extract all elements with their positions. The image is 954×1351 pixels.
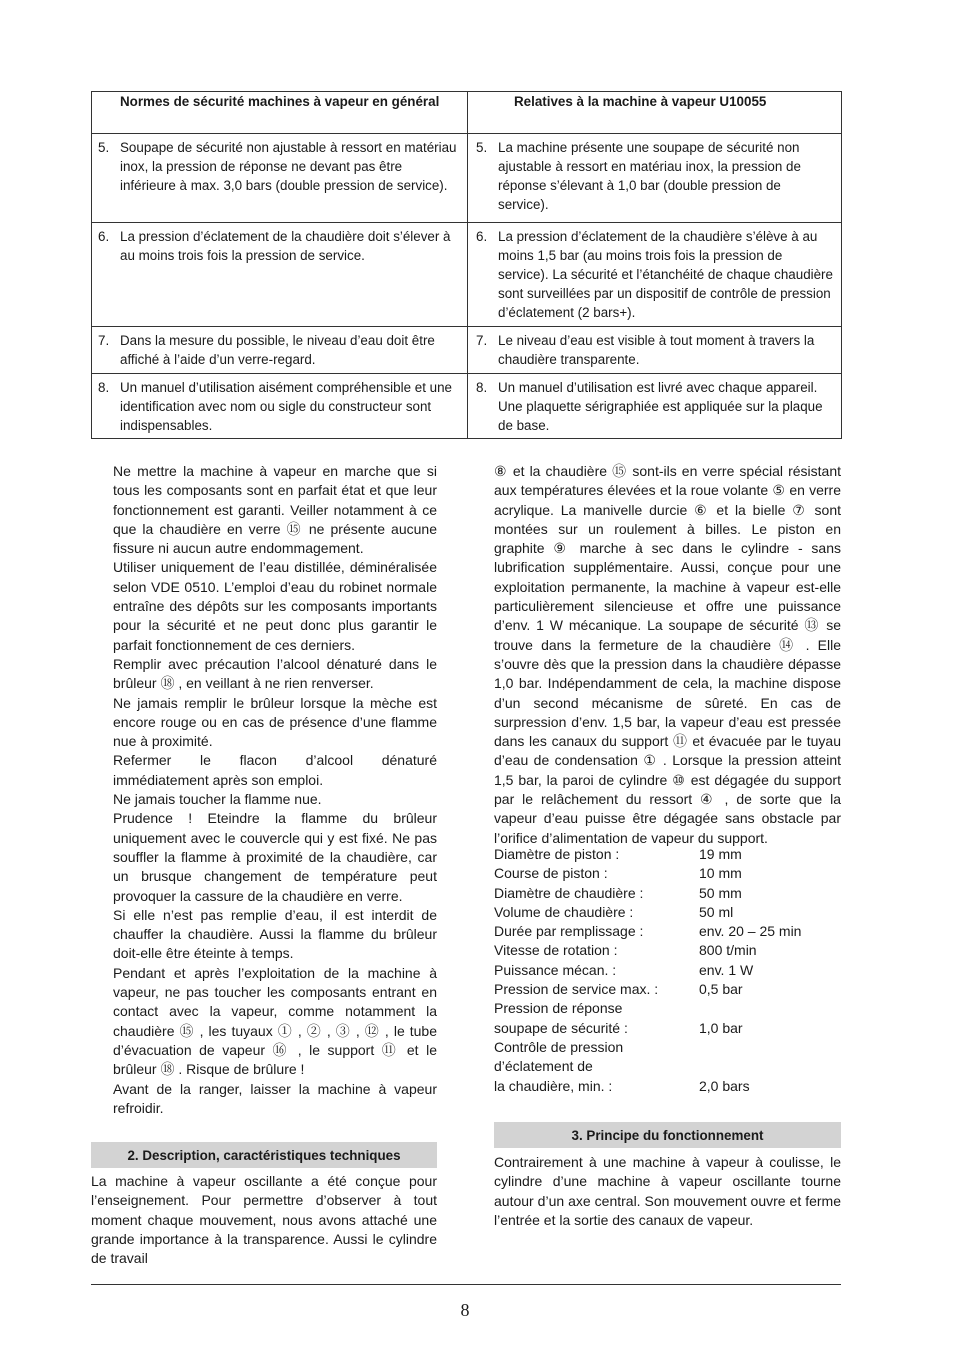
spec-row <box>494 922 841 941</box>
technical-specs <box>494 845 841 1096</box>
instruction-paragraph: Refermer le flacon d’alcool dénaturé immédiatement après son emploi. <box>113 752 437 788</box>
spec-value <box>699 1038 841 1057</box>
spec-label: Contrôle de pression <box>494 1038 624 1055</box>
spec-value: 0,5 bar <box>699 981 743 998</box>
table-cell-u10055 <box>468 223 842 327</box>
spec-value: 50 mm <box>699 884 742 901</box>
item-text: La machine présente une soupape de sécurité non ajustable à ressort en matériau inox, la pression de réponse s’élevant à 1,0 bar (double pression de service). <box>498 140 801 212</box>
spec-label: Volume de chaudière : <box>494 903 634 920</box>
spec-value: 800 t/min <box>699 942 757 959</box>
item-number: 6. <box>476 229 488 244</box>
table-row <box>92 134 842 223</box>
spec-value: 2,0 bars <box>699 1077 750 1094</box>
table-header-u10055: Relatives à la machine à vapeur U10055 <box>468 92 842 134</box>
spec-row <box>494 845 841 864</box>
instruction-paragraph: Si elle n’est pas remplie d’eau, il est interdit de chauffer la chaudière. Aussi la flamme du brûleur doit-elle être éteinte à temps. <box>113 906 437 962</box>
table-cell-general <box>92 134 468 223</box>
spec-label: la chaudière, min. : <box>494 1077 613 1094</box>
spec-value <box>699 1057 841 1076</box>
item-text: La pression d’éclatement de la chaudière doit s’élever à au moins trois fois la pression de service. <box>120 229 451 263</box>
item-number: 7. <box>98 333 110 348</box>
spec-row <box>494 999 841 1018</box>
item-text: Le niveau d’eau est visible à tout moment à travers la chaudière transparente. <box>498 333 815 367</box>
spec-value: 1,0 bar <box>699 1019 743 1036</box>
item-text: Un manuel d’utilisation aisément compréhensible et une identification avec nom ou sigle du constructeur sont indispensables. <box>120 380 452 433</box>
spec-row <box>494 1038 841 1057</box>
item-number: 5. <box>98 140 110 155</box>
table-row <box>92 327 842 374</box>
spec-value: env. 20 – 25 min <box>699 923 802 940</box>
table-header-general: Normes de sécurité machines à vapeur en général <box>92 92 468 134</box>
instruction-paragraph: Utiliser uniquement de l’eau distillée, déminéralisée selon VDE 0510. L’emploi d’eau du robinet normale entraîne des dépôts sur les composants importants pour la sécurité et ne peut donc plus garantir le parfait fonctionnement de ces derniers. <box>113 559 437 653</box>
spec-label: Course de piston : <box>494 865 608 882</box>
item-number: 8. <box>98 380 110 395</box>
table-cell-u10055 <box>468 374 842 439</box>
table-row <box>92 374 842 439</box>
spec-label: Diamètre de piston : <box>494 846 620 862</box>
instruction-paragraph: Ne mettre la machine à vapeur en marche que si tous les composants sont en parfait état et que leur fonctionnement est garanti. Veiller notamment à ce que la chaudière en verre ⑮ ne présente aucune fissure ni aucun autre endommagement. <box>113 463 437 557</box>
section-3-heading: 3. Principe du fonctionnement <box>494 1122 841 1148</box>
spec-row <box>494 961 841 980</box>
item-number: 8. <box>476 380 488 395</box>
spec-label: Puissance mécan. : <box>494 961 617 978</box>
spec-row <box>494 1057 841 1076</box>
spec-value: 10 mm <box>699 865 742 882</box>
safety-norms-table <box>91 91 842 439</box>
table-cell-general <box>92 327 468 374</box>
spec-row <box>494 980 841 999</box>
section-2-heading: 2. Description, caractéristiques techniques <box>91 1142 437 1168</box>
table-row <box>92 223 842 327</box>
table-cell-u10055 <box>468 134 842 223</box>
description-paragraph: ⑧ et la chaudière ⑮ sont-ils en verre spécial résistant aux températures élevées et la roue volante ⑤ en verre acrylique. La manivelle durcie ⑥ et la bielle ⑦ sont montées sur un roulement à billes. Le piston en graphite ⑨ marche à sec dans le cylindre - sans lubrification supplémentaire. Aussi, conçue pour une exploitation permanente, la machine à vapeur est-elle particulièrement silencieuse et offre une puissance d’env. 1 W mécanique. La soupape de sécurité ⑬ se trouve dans la fermeture de la chaudière ⑭ . Elle s’ouvre dès que la pression dans la chaudière dépasse 1,0 bar. Indépendamment de cela, la machine dispose d’un second mécanisme de sûreté. En cas de surpression d’env. 1,5 bar, la vapeur d’eau est pressée dans les canaux du support ⑪ et évacuée par le tuyau d’eau de condensation ① . Lorsque la pression atteint 1,5 bar, la paroi de cylindre ⑩ est dégagée du support par le relâchement du ressort ④ , de sorte que la vapeur d’eau puisse être dégagée sans obstacle par l’orifice d’alimentation de vapeur du support. <box>494 463 841 846</box>
spec-row <box>494 1077 841 1096</box>
table-cell-general <box>92 374 468 439</box>
spec-label: d’éclatement de <box>494 1058 593 1075</box>
spec-label: Vitesse de rotation : <box>494 942 618 959</box>
table-cell-u10055 <box>468 327 842 374</box>
instruction-paragraph: Ne jamais remplir le brûleur lorsque la mèche est encore rouge ou en cas de présence d’une flamme nue à proximité. <box>113 694 437 750</box>
instruction-paragraph: Avant de la ranger, laisser la machine à vapeur refroidir. <box>113 1080 437 1116</box>
spec-value: env. 1 W <box>699 961 754 978</box>
spec-value <box>699 999 841 1018</box>
instruction-paragraph: Remplir avec précaution l’alcool dénaturé dans le brûleur ⑱ , en veillant à ne rien renverser. <box>113 655 437 692</box>
instruction-paragraph: Pendant et après l’exploitation de la machine à vapeur, ne pas toucher les composants entrant en contact avec la vapeur, comme notamment la chaudière ⑮ , les tuyaux ① , ② , ③ , ⑫ , le tube d’évacuation de vapeur ⑯ , le support ⑪ et le brûleur ⑱ . Risque de brûlure ! <box>113 964 437 1078</box>
spec-label: Pression de réponse <box>494 1000 623 1017</box>
spec-label: Durée par remplissage : <box>494 923 644 940</box>
item-number: 7. <box>476 333 488 348</box>
instruction-paragraph: Ne jamais toucher la flamme nue. <box>113 791 322 808</box>
spec-value: 50 ml <box>699 903 734 920</box>
spec-row <box>494 884 841 903</box>
item-text: Soupape de sécurité non ajustable à ressort en matériau inox, la pression de réponse ne devant pas être inférieure à max. 3,0 bars (double pression de service). <box>120 140 457 193</box>
spec-value: 19 mm <box>699 846 742 862</box>
spec-row <box>494 864 841 883</box>
item-number: 6. <box>98 229 110 244</box>
footer-divider <box>91 1284 841 1285</box>
spec-label: soupape de sécurité : <box>494 1019 628 1036</box>
section-2-text: La machine à vapeur oscillante a été conçue pour l’enseignement. Pour permettre d’observer à tout moment chaque mouvement, nous avons attaché une grande importance à la transparence. Aussi le cylindre de travail <box>91 1173 437 1267</box>
spec-label: Diamètre de chaudière : <box>494 884 644 901</box>
item-text: Dans la mesure du possible, le niveau d’eau doit être affiché à l’aide d’un verre-regard. <box>120 333 435 367</box>
spec-label: Pression de service max. : <box>494 981 659 998</box>
table-header-row <box>92 92 842 134</box>
table-cell-general <box>92 223 468 327</box>
item-text: Un manuel d’utilisation est livré avec chaque appareil. Une plaquette sérigraphiée est appliquée sur la plaque de base. <box>498 380 823 433</box>
spec-row <box>494 1019 841 1038</box>
spec-row <box>494 941 841 960</box>
description-column <box>494 462 841 848</box>
page-number: 8 <box>460 1300 470 1320</box>
instruction-paragraph: Prudence ! Eteindre la flamme du brûleur uniquement avec le couvercle qui y est fixé. Ne pas souffler la flamme à proximité de la chaudière, car un brusque changement de température peut provoquer la cassure de la chaudière en verre. <box>113 810 437 904</box>
item-text: La pression d’éclatement de la chaudière s’élève à au moins 1,5 bar (au moins trois fois la pression de service). La sécurité et l’étanchéité de chaque chaudière sont surveillées par un dispositif de contrôle de pression d’éclatement (2 bars+). <box>498 229 833 320</box>
item-number: 5. <box>476 140 488 155</box>
safety-instructions-column <box>113 462 437 1118</box>
spec-row <box>494 903 841 922</box>
section-3-text: Contrairement à une machine à vapeur à coulisse, le cylindre d’une machine à vapeur oscillante tourne autour d’un axe central. Son mouvement ouvre et ferme l’entrée et la sortie des canaux de vapeur. <box>494 1154 841 1228</box>
